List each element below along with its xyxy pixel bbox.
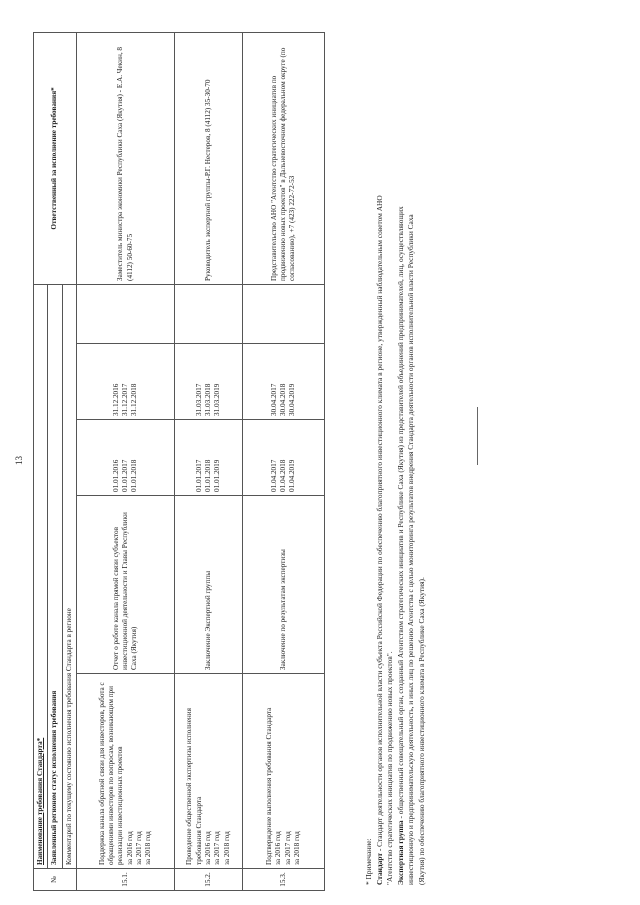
row-number: 15.3. <box>243 869 325 891</box>
standard-requirements-table <box>33 32 325 891</box>
row-end-dates <box>243 344 325 420</box>
row-result: Отчет о работе канала прямой связи субъектов инвестиционной деятельности и Главы Республики Саха (Якутия) <box>77 496 175 674</box>
footnote-standard <box>375 185 396 885</box>
row-year: за 2016 год <box>203 831 212 865</box>
row-number: 15.2. <box>175 869 243 891</box>
row-responsible: Представительство АНО "Агентство стратегических инициатив по продвижению новых проектов" в Дальневосточном федеральном округе (по согласованию), +7 (423) 222-72-53 <box>243 32 325 284</box>
start-date: 01.04.2017 <box>269 459 278 492</box>
header-number: № <box>34 869 77 891</box>
end-date: 30.04.2017 <box>269 383 278 416</box>
row-year: за 2017 год <box>134 831 143 865</box>
row-year: за 2016 год <box>274 831 283 865</box>
start-date: 01.01.2019 <box>213 459 222 492</box>
row-end-dates <box>175 344 243 420</box>
row-year: за 2016 год <box>125 831 134 865</box>
row-spacer <box>77 284 175 343</box>
row-year: за 2017 год <box>283 831 292 865</box>
footnotes <box>364 185 427 885</box>
row-start-dates <box>77 420 175 496</box>
end-date: 30.04.2019 <box>288 383 297 416</box>
header-responsible: Ответственный за исполнение требования* <box>34 32 77 284</box>
end-date: 31.12.2017 <box>120 383 129 416</box>
header-comment: Комментарий по текущему состоянию исполнения требования Стандарта в регионе <box>62 284 76 868</box>
end-date: 31.12.2018 <box>130 383 139 416</box>
row-year: за 2018 год <box>144 831 153 865</box>
separator-line <box>477 407 478 465</box>
row-end-dates <box>77 344 175 420</box>
end-date: 31.03.2019 <box>213 383 222 416</box>
row-responsible: Руководитель экспертной группы-Р.Г. Нестеров, 8 (4112) 35-30-70 <box>175 32 243 284</box>
page-number: 13 <box>14 456 24 465</box>
row-year: за 2017 год <box>213 831 222 865</box>
footnote-standard-text: - Стандарт деятельности органов исполнительной власти субъекта Российской Федерации по обеспечению благоприятного инвестиционного климата в регионе, утвержденный наблюдательным советом АНО "Агентство стратегических инициатив по продвижению новых проектов". <box>374 195 395 885</box>
row-title: Поддержка канала обратной связи для инвесторов, работа с обращениями инвесторов по вопросам, возникающим при реализации инвестиционных проектов <box>97 682 125 865</box>
header-row-1 <box>34 32 48 890</box>
end-date: 31.03.2017 <box>194 383 203 416</box>
row-year: за 2018 год <box>222 831 231 865</box>
end-date: 30.04.2018 <box>278 383 287 416</box>
end-date: 31.12.2016 <box>111 383 120 416</box>
row-title: Проведение общественной экспертизы исполнения требования Стандарта <box>185 708 203 865</box>
row-spacer <box>243 284 325 343</box>
start-date: 01.04.2019 <box>288 459 297 492</box>
row-title: Подтверждение выполнения требования Стандарта <box>264 707 273 865</box>
table-row <box>77 32 175 890</box>
start-date: 01.01.2016 <box>111 459 120 492</box>
start-date: 01.04.2018 <box>278 459 287 492</box>
table-row <box>175 32 243 890</box>
row-result: Заключение по результатам экспертизы <box>243 496 325 674</box>
start-date: 01.01.2017 <box>194 459 203 492</box>
header-requirement-name: Наименование требования Стандарта* <box>34 284 48 868</box>
start-date: 01.01.2017 <box>120 459 129 492</box>
footnote-standard-term: Стандарт <box>374 853 384 885</box>
end-date: 31.03.2018 <box>203 383 212 416</box>
row-result: Заключение Экспертной группы <box>175 496 243 674</box>
row-start-dates <box>243 420 325 496</box>
row-responsible: Заместитель министра экономики Республики Саха (Якутия) - Е.А. Чекин, 8 (4112) 50-60-75 <box>77 32 175 284</box>
start-date: 01.01.2018 <box>203 459 212 492</box>
table-row <box>243 32 325 890</box>
footnote-group-text: - общественный совещательный орган, созданный Агентством стратегических инициатив и Республике Саха (Якутия) из представителей объединений предпринимателей, лиц, осуществляющих инвестиционную и предпринимательскую деятельность, и иных лиц по решению Агентства с целью мониторинга результатов внедрения Стандарта деятельности органов исполнительной власти Республики Саха (Якутия) по обеспечению благоприятного инвестиционного климата в Республике Саха (Якутия). <box>395 206 426 885</box>
row-start-dates <box>175 420 243 496</box>
row-requirement <box>77 674 175 869</box>
footnote-group-term: Экспертная группа <box>395 820 405 885</box>
row-year: за 2018 год <box>292 831 301 865</box>
footnote-heading: * Примечание: <box>364 838 373 885</box>
start-date: 01.01.2018 <box>130 459 139 492</box>
header-declared-status: Заявленный регионом статус исполнения требования <box>48 284 62 868</box>
row-requirement <box>175 674 243 869</box>
row-requirement <box>243 674 325 869</box>
footnote-expert-group <box>396 185 428 885</box>
row-spacer <box>175 284 243 343</box>
row-number: 15.1. <box>77 869 175 891</box>
